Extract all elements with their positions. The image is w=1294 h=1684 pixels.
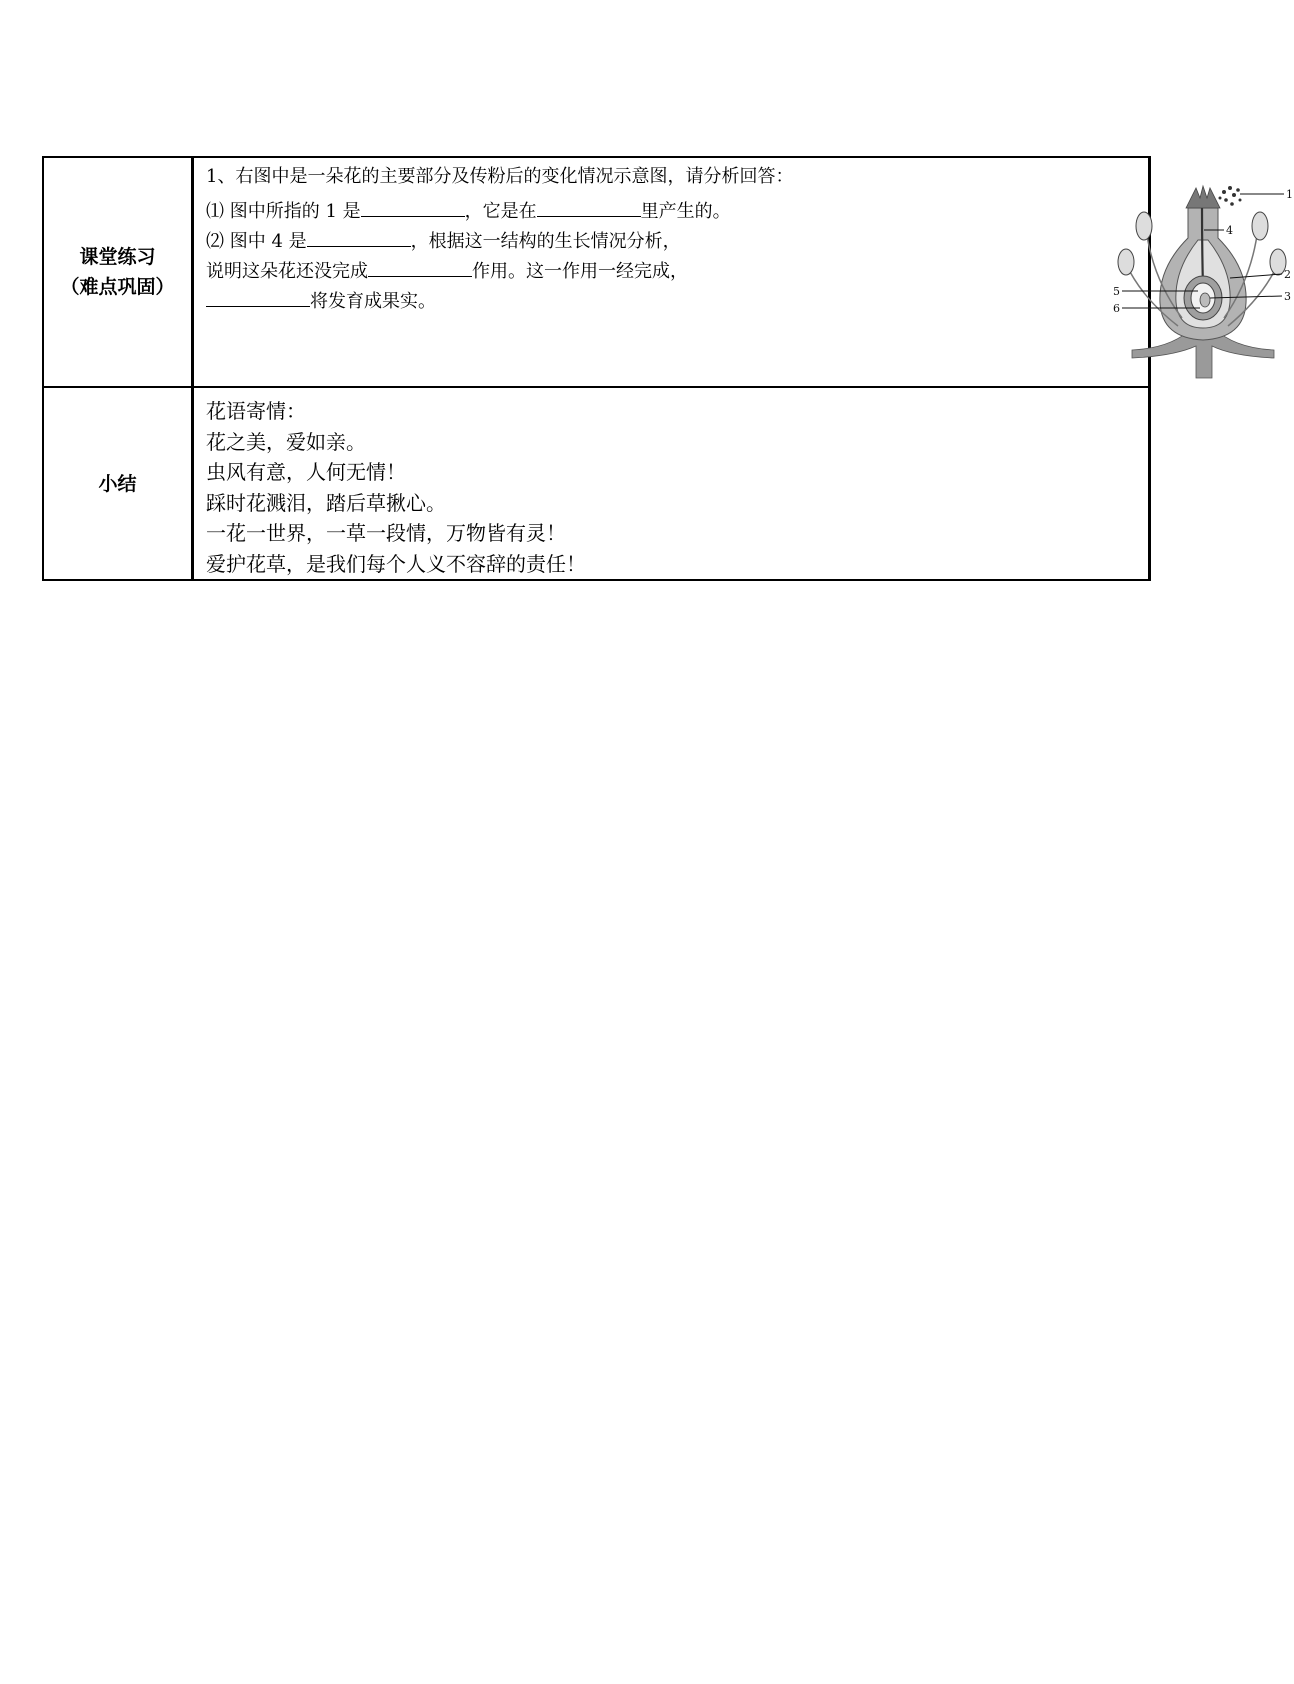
diagram-label-6: 6 xyxy=(1113,302,1120,315)
summary-line: 花语寄情： xyxy=(206,399,306,423)
exercise-label-cell xyxy=(43,157,193,387)
exercise-sublabel: （难点巩固） xyxy=(60,276,175,298)
q2-text-b: ，根据这一结构的生长情况分析， xyxy=(410,231,681,252)
egg-cell xyxy=(1200,293,1210,307)
summary-label: 小结 xyxy=(98,472,137,495)
exercise-content-cell xyxy=(193,157,1293,387)
q2-text-d: 作用。这一作用一经完成， xyxy=(472,261,688,282)
answer-blank-2[interactable] xyxy=(537,198,641,217)
anther-right-1 xyxy=(1252,212,1268,240)
summary-line: 踩时花溅泪，踏后草揪心。 xyxy=(206,490,446,515)
stigma-shape xyxy=(1186,186,1220,208)
answer-blank-4[interactable] xyxy=(368,258,472,277)
q2-text-e: 将发育成果实。 xyxy=(310,291,436,312)
summary-text xyxy=(194,388,1148,579)
anther-left-2 xyxy=(1118,249,1134,275)
question-part-2-line-2 xyxy=(206,257,793,287)
summary-label-cell xyxy=(43,387,193,580)
q2-text-a: ⑵ 图中 4 是 xyxy=(206,231,307,252)
summary-line: 爱护花草，是我们每个人义不容辞的责任！ xyxy=(206,551,586,576)
answer-blank-5[interactable] xyxy=(206,288,310,307)
exercise-label: 课堂练习 xyxy=(79,246,156,268)
question-part-2-line-3 xyxy=(206,287,793,317)
question-stem: 1、右图中是一朵花的主要部分及传粉后的变化情况示意图，请分析回答： xyxy=(206,166,794,187)
question-part-1 xyxy=(206,197,793,227)
q2-text-c: 说明这朵花还没完成 xyxy=(206,261,368,282)
answer-blank-3[interactable] xyxy=(307,228,411,247)
summary-row xyxy=(43,387,1150,580)
diagram-label-3: 3 xyxy=(1284,290,1291,303)
q1-text-a: ⑴ 图中所指的 1 是 xyxy=(206,201,361,222)
diagram-label-1: 1 xyxy=(1286,188,1293,201)
diagram-label-2: 2 xyxy=(1284,268,1291,281)
exercise-text xyxy=(206,162,793,317)
anther-left-1 xyxy=(1136,212,1152,240)
exercise-row xyxy=(43,157,1150,387)
summary-line: 一花一世界，一草一段情，万物皆有灵！ xyxy=(206,521,566,545)
q1-text-b: ，它是在 xyxy=(464,201,537,222)
diagram-label-4: 4 xyxy=(1226,224,1233,237)
flower-diagram xyxy=(1112,178,1294,378)
worksheet-table xyxy=(42,156,1293,581)
answer-blank-1[interactable] xyxy=(361,198,465,217)
summary-line: 花之美，爱如亲。 xyxy=(206,429,366,454)
pollen-grains xyxy=(1219,186,1242,206)
summary-line: 虫风有意，人何无情！ xyxy=(206,460,406,484)
question-part-2 xyxy=(206,227,793,257)
diagram-label-5: 5 xyxy=(1113,285,1120,298)
q1-text-c: 里产生的。 xyxy=(640,201,731,222)
summary-content-cell xyxy=(193,387,1150,580)
